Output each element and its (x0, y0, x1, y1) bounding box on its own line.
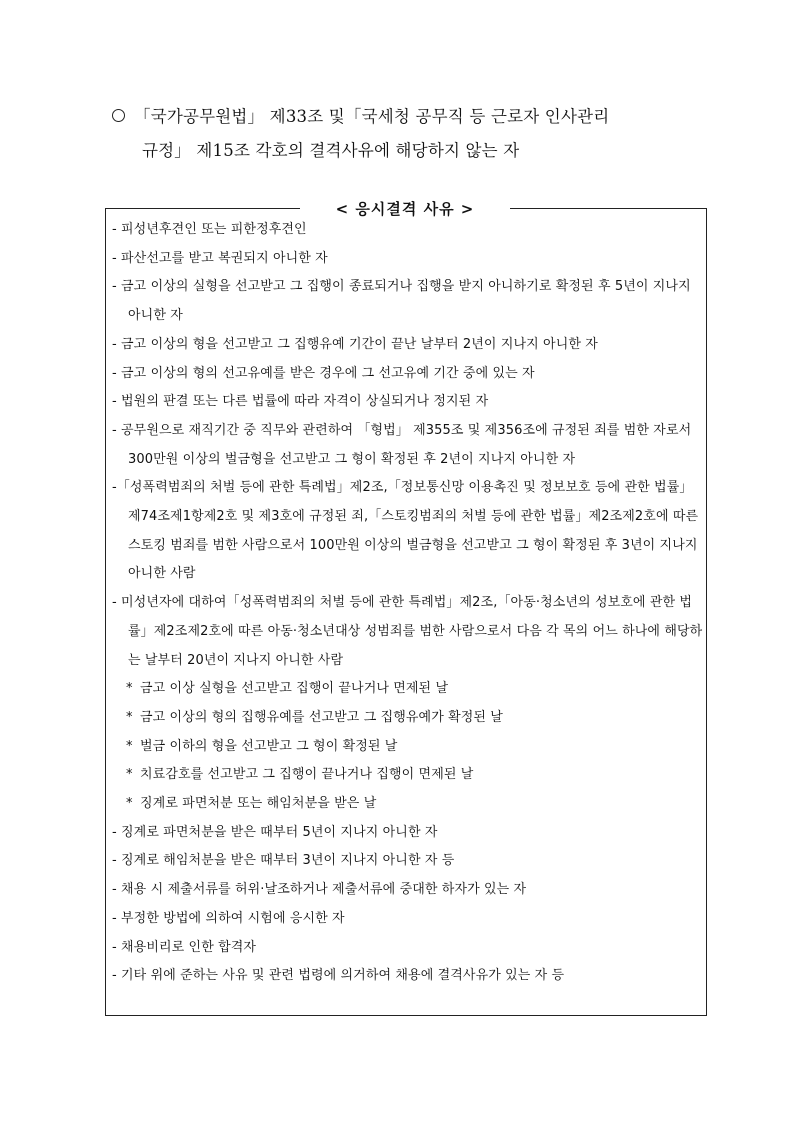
disqualification-item: -「성폭력범죄의 처벌 등에 관한 특례법」제2조,「정보통신망 이용촉진 및 정보보호 등에 관한 법률」제74조제1항제2호 및 제3호에 규정된 죄,「스토킹범죄의 처벌 등에 관한 법률」제2조제2호에 따른 스토킹 범죄를 범한 사람으로서 100만원 이상의 벌금형을 선고받고 그 형이 확정된 후 3년이 지나지 아니한 사람 (112, 480, 699, 582)
asterisk-marker-icon: * (126, 796, 133, 812)
eligibility-statement-line-1 (112, 100, 722, 134)
disqualification-item: - 법원의 판결 또는 다른 법률에 따라 자격이 상실되거나 정지된 자 (112, 394, 489, 410)
disqualification-sub-item (112, 761, 704, 790)
disqualification-item: - 채용비리로 인한 합격자 (112, 939, 257, 955)
disqualification-item: - 징계로 파면처분을 받은 때부터 5년이 지나지 아니한 자 (112, 824, 438, 840)
disqualification-sub-item (112, 790, 704, 819)
disqualification-item: - 피성년후견인 또는 피한정후견인 (112, 222, 307, 237)
eligibility-statement-text-1: 「국가공무원법」 제33조 및「국세청 공무직 등 근로자 인사관리 (134, 107, 610, 126)
disqualification-sub-item (112, 704, 704, 733)
sub-item-text: 금고 이상의 형의 집행유예를 선고받고 그 집행유예가 확정된 날 (140, 709, 503, 725)
disqualification-item: - 금고 이상의 실형을 선고받고 그 집행이 종료되거나 집행을 받지 아니하기로 확정된 후 5년이 지나지 아니한 자 (112, 279, 691, 324)
sub-item-text: 금고 이상 실형을 선고받고 집행이 끝나거나 면제된 날 (140, 681, 449, 697)
disqualification-item: - 징계로 해임처분을 받은 때부터 3년이 지나지 아니한 자 등 (112, 853, 455, 869)
disqualification-item: - 파산선고를 받고 복권되지 아니한 자 (112, 250, 328, 266)
circle-bullet-icon (112, 109, 125, 122)
disqualification-item: - 기타 위에 준하는 사유 및 관련 법령에 의거하여 채용에 결격사유가 있는 자 등 (112, 968, 565, 984)
disqualification-item: - 공무원으로 재직기간 중 직무와 관련하여 「형법」 제355조 및 제356조에 규정된 죄를 범한 자로서 300만원 이상의 벌금형을 선고받고 그 형이 확정된 후 2년이 지나지 아니한 자 (112, 422, 692, 467)
disqualification-sub-item (112, 675, 704, 704)
asterisk-marker-icon: * (126, 767, 133, 783)
sub-item-text: 벌금 이하의 형을 선고받고 그 형이 확정된 날 (140, 738, 398, 754)
disqualification-item: - 금고 이상의 형을 선고받고 그 집행유예 기간이 끝난 날부터 2년이 지나지 아니한 자 (112, 336, 598, 352)
eligibility-statement-line-2: 규정」 제15조 각호의 결격사유에 해당하지 않는 자 (142, 141, 520, 160)
asterisk-marker-icon: * (126, 709, 133, 725)
eligibility-statement (112, 100, 722, 168)
sub-item-text: 치료감호를 선고받고 그 집행이 끝나거나 집행이 면제된 날 (140, 767, 474, 783)
disqualification-item: - 금고 이상의 형의 선고유예를 받은 경우에 그 선고유예 기간 중에 있는 자 (112, 365, 535, 381)
disqualification-sub-item (112, 733, 704, 762)
disqualification-box-title: < 응시결격 사유 > (300, 198, 510, 220)
disqualification-item: - 채용 시 제출서류를 허위·날조하거나 제출서류에 중대한 하자가 있는 자 (112, 882, 527, 898)
sub-item-text: 징계로 파면처분 또는 해임처분을 받은 날 (140, 796, 377, 812)
disqualification-item: - 미성년자에 대하여「성폭력범죄의 처벌 등에 관한 특례법」제2조,「아동·청소년의 성보호에 관한 법률」제2조제2호에 따른 아동·청소년대상 성범죄를 범한 사람으로서 다음 각 목의 어느 하나에 해당하는 날부터 20년이 지나지 아니한 사람 (112, 595, 703, 668)
asterisk-marker-icon: * (126, 738, 133, 754)
disqualification-list (112, 216, 704, 991)
asterisk-marker-icon: * (126, 681, 133, 697)
disqualification-item: - 부정한 방법에 의하여 시험에 응시한 자 (112, 910, 345, 926)
